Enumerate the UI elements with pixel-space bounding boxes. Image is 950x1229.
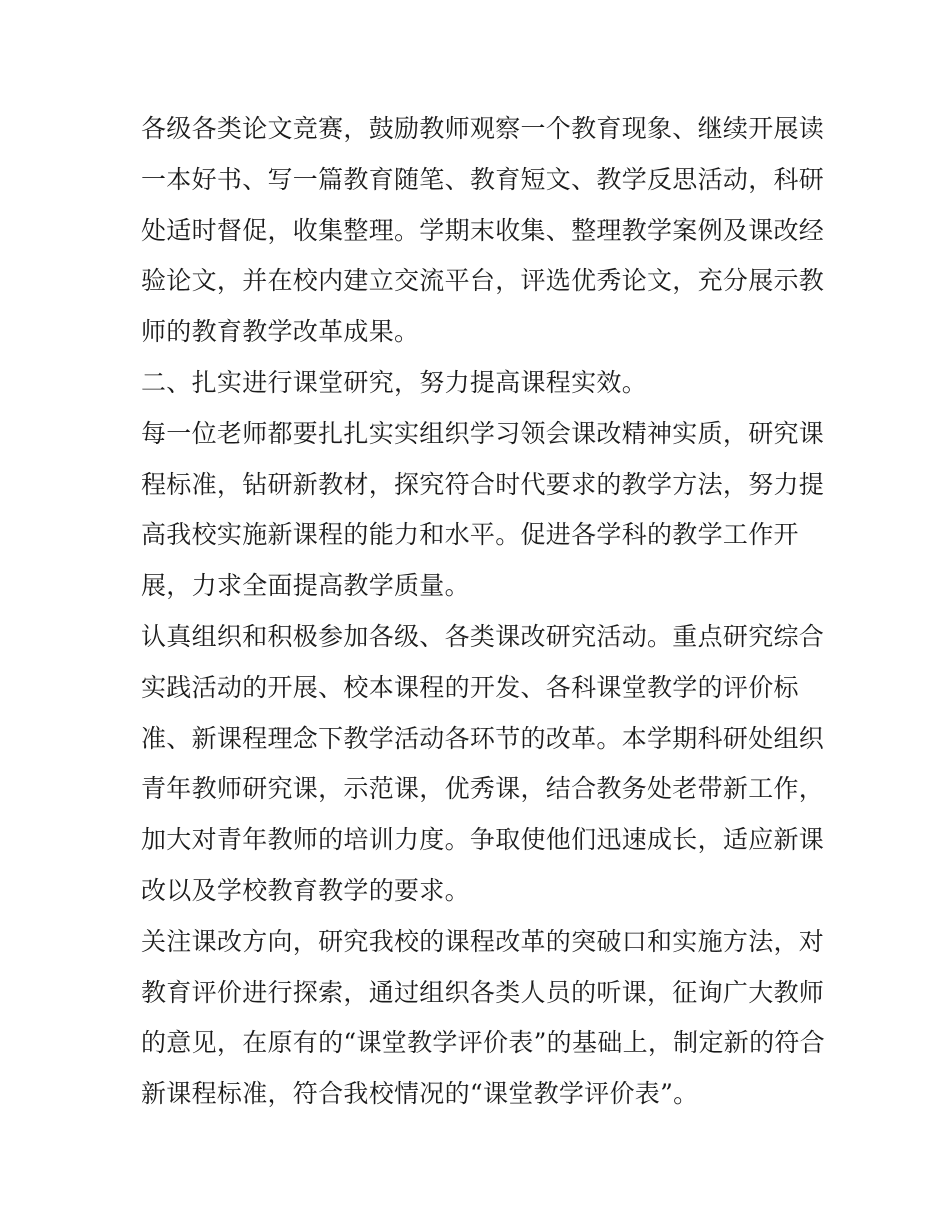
- text-line: 的意见，在原有的“课堂教学评价表”的基础上，制定新的符合: [141, 1028, 825, 1057]
- text-line: 改以及学校教育教学的要求。: [141, 876, 470, 905]
- text-line: 师的教育教学改革成果。: [141, 317, 420, 346]
- text-line: 程标准，钻研新教材，探究符合时代要求的教学方法，努力提: [141, 470, 825, 499]
- text-line: 新课程标准，符合我校情况的“课堂教学评价表”。: [141, 1079, 699, 1108]
- text-line: 认真组织和积极参加各级、各类课改研究活动。重点研究综合: [141, 622, 825, 651]
- text-line: 高我校实施新课程的能力和水平。促进各学科的教学工作开: [141, 520, 799, 549]
- text-line: 处适时督促，收集整理。学期末收集、整理教学案例及课改经: [141, 216, 825, 245]
- text-line: 各级各类论文竞赛，鼓励教师观察一个教育现象、继续开展读: [141, 114, 825, 143]
- text-line: 验论文，并在校内建立交流平台，评选优秀论文，充分展示教: [141, 266, 825, 295]
- text-line: 展，力求全面提高教学质量。: [141, 571, 470, 600]
- text-line: 教育评价进行探索，通过组织各类人员的听课，征询广大教师: [141, 978, 825, 1007]
- text-line: 关注课改方向，研究我校的课程改革的突破口和实施方法，对: [141, 927, 825, 956]
- text-line: 一本好书、写一篇教育随笔、教育短文、教学反思活动，科研: [141, 165, 825, 194]
- text-line: 青年教师研究课，示范课，优秀课，结合教务处老带新工作，: [141, 774, 825, 803]
- text-line: 每一位老师都要扎扎实实组织学习领会课改精神实质，研究课: [141, 419, 825, 448]
- text-line: 准、新课程理念下教学活动各环节的改革。本学期科研处组织: [141, 724, 825, 753]
- section-heading: 二、扎实进行课堂研究，努力提高课程实效。: [141, 368, 648, 397]
- text-line: 实践活动的开展、校本课程的开发、各科课堂教学的评价标: [141, 673, 799, 702]
- text-line: 加大对青年教师的培训力度。争取使他们迅速成长，适应新课: [141, 825, 825, 854]
